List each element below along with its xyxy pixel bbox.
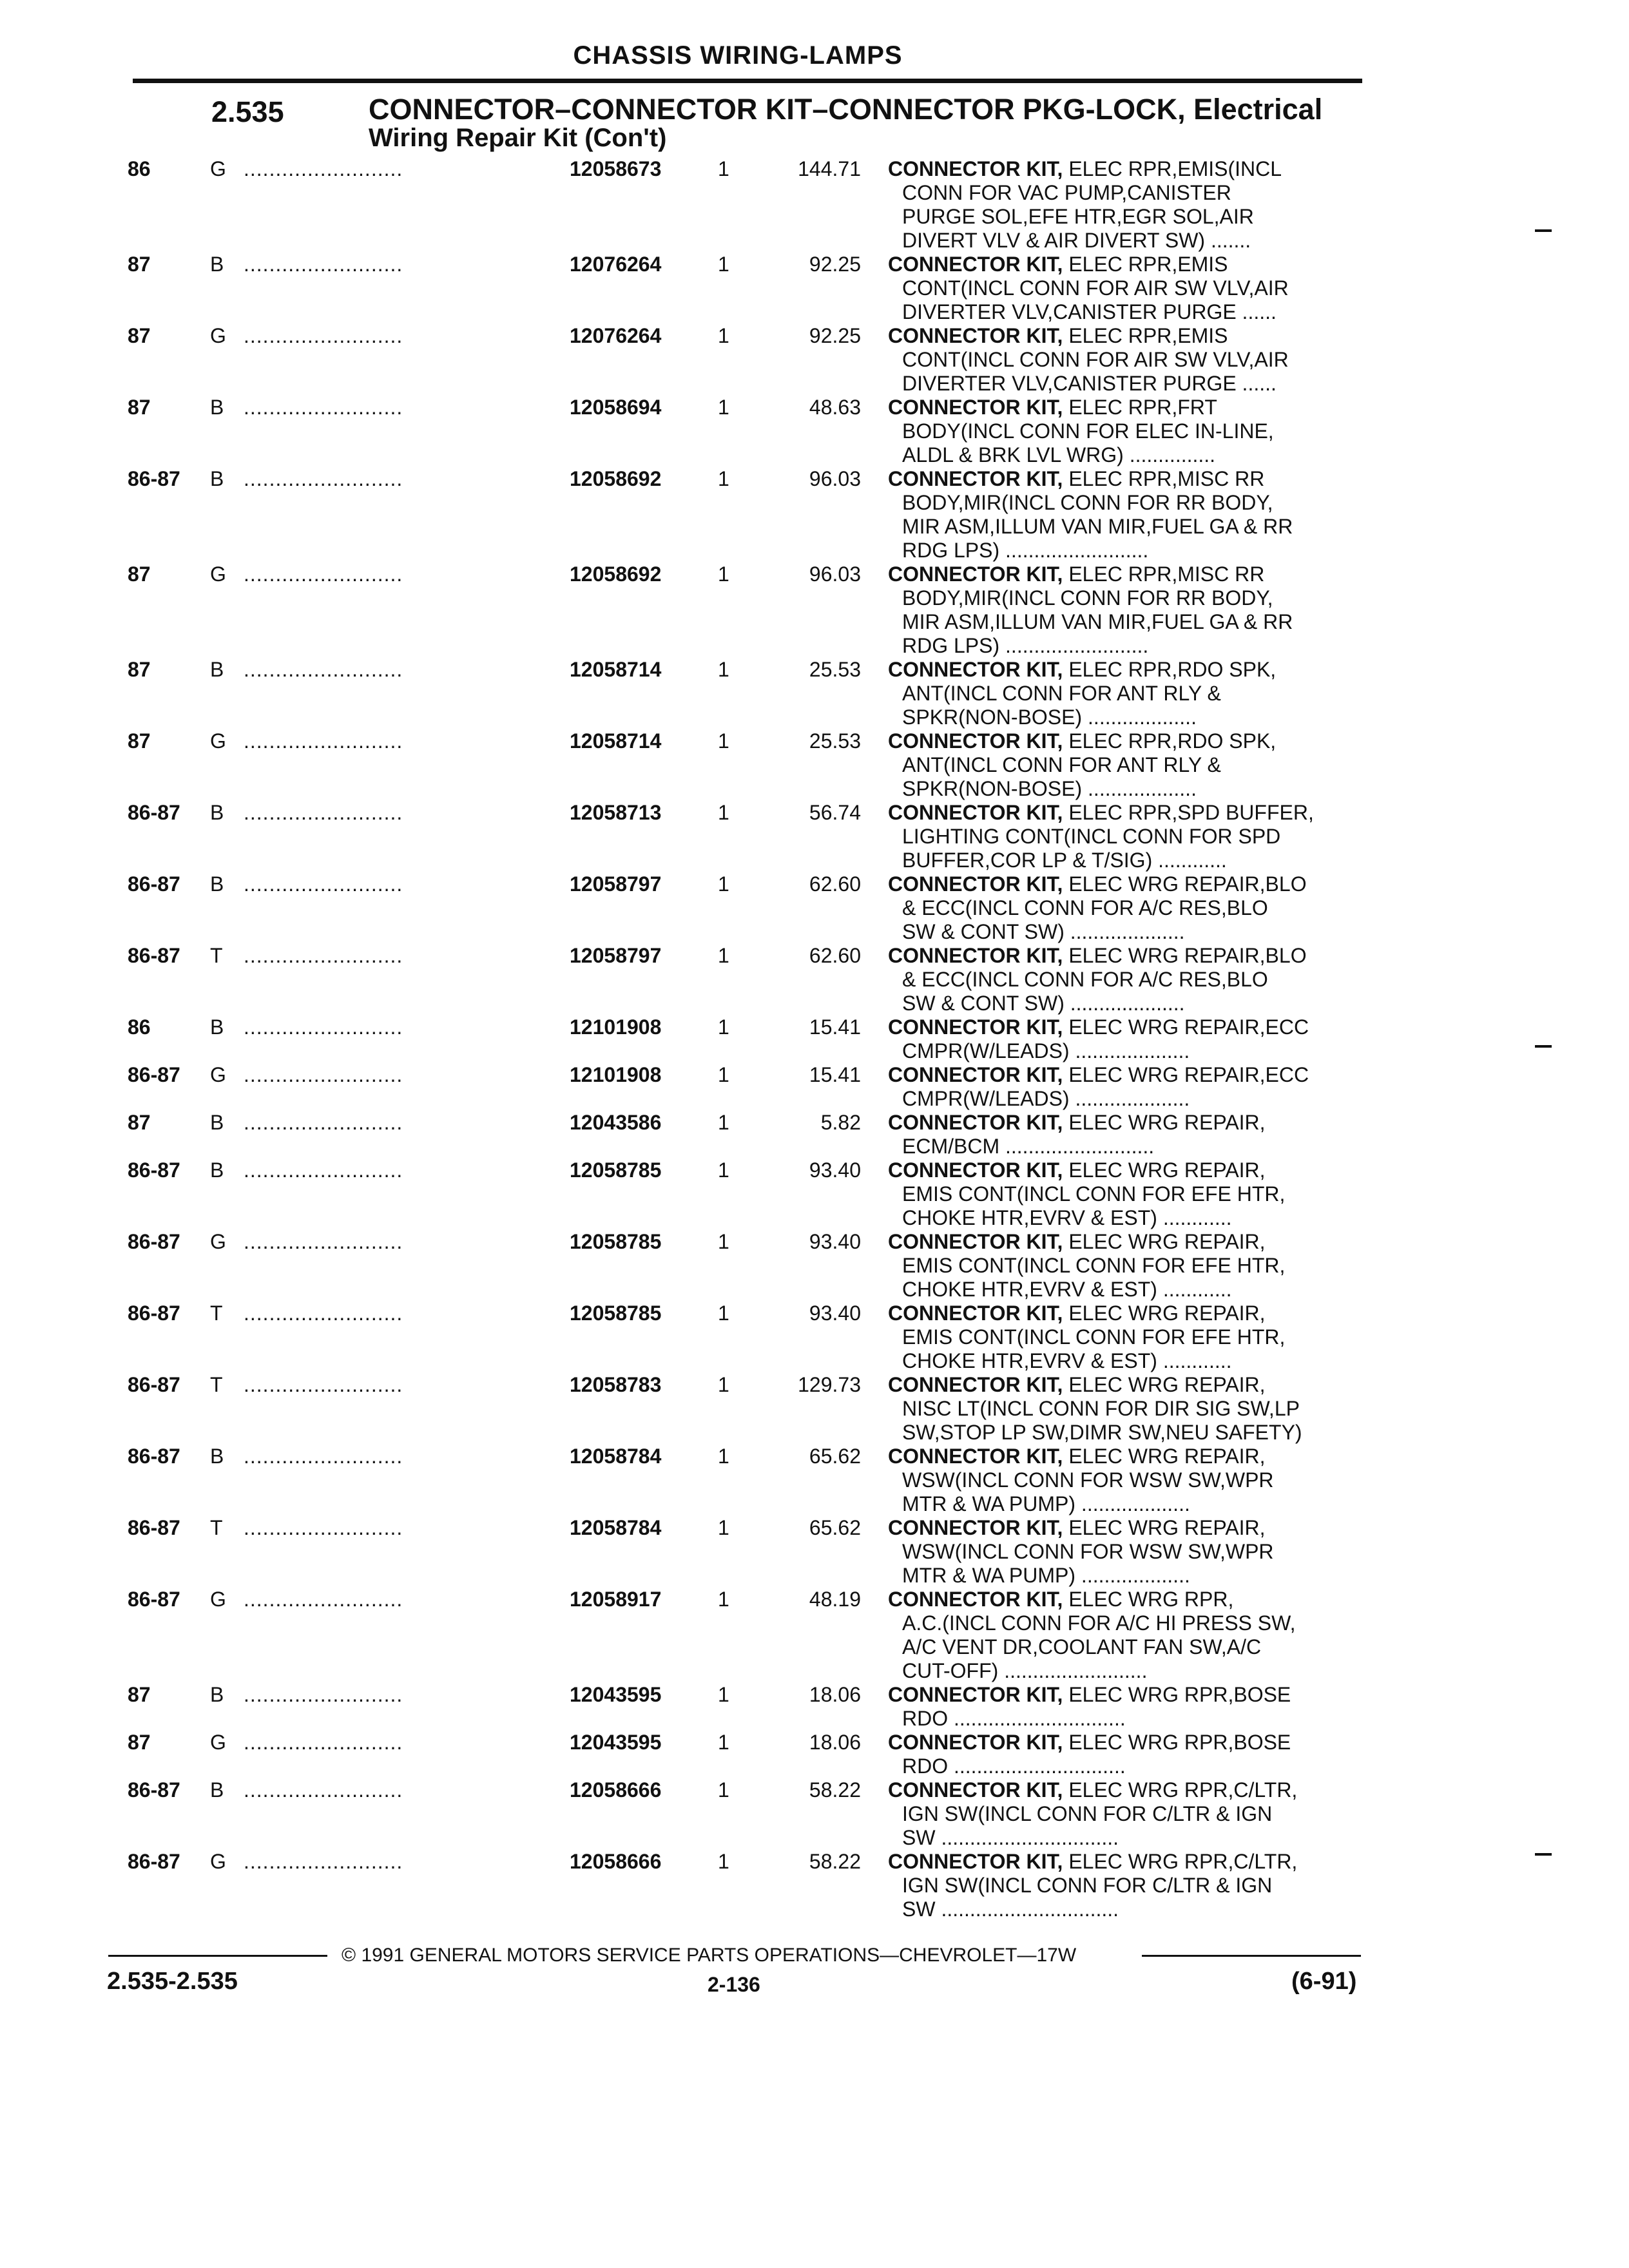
model-year: 86-87 xyxy=(128,1230,180,1253)
table-row xyxy=(0,1445,1629,1516)
description-continuation: LIGHTING CONT(INCL CONN FOR SPD xyxy=(902,825,1281,848)
quantity: 1 xyxy=(718,1063,729,1086)
footer-rule-right xyxy=(1142,1955,1361,1957)
price: 58.22 xyxy=(809,1850,861,1873)
series-code: B xyxy=(210,396,224,419)
leader-dots: ......................... xyxy=(244,253,403,276)
table-row xyxy=(0,396,1629,467)
table-row xyxy=(0,157,1629,253)
price: 92.25 xyxy=(809,324,861,347)
series-code: B xyxy=(210,1445,224,1468)
series-code: G xyxy=(210,1731,226,1754)
model-year: 86-87 xyxy=(128,801,180,824)
price: 56.74 xyxy=(809,801,861,824)
quantity: 1 xyxy=(718,1778,729,1802)
leader-dots: ......................... xyxy=(244,1588,403,1611)
description-continuation: RDO .............................. xyxy=(902,1754,1126,1778)
description-continuation: PURGE SOL,EFE HTR,EGR SOL,AIR xyxy=(902,205,1254,228)
part-number: 12058714 xyxy=(570,729,662,753)
quantity: 1 xyxy=(718,1230,729,1253)
description-continuation: RDG LPS) ......................... xyxy=(902,539,1149,562)
description-continuation: SPKR(NON-BOSE) ................... xyxy=(902,706,1197,729)
header-rule xyxy=(133,79,1362,83)
leader-dots: ......................... xyxy=(244,1230,403,1253)
quantity: 1 xyxy=(718,1158,729,1182)
model-year: 87 xyxy=(128,1683,151,1706)
description-continuation: SW & CONT SW) .................... xyxy=(902,992,1185,1015)
leader-dots: ......................... xyxy=(244,396,403,419)
price: 62.60 xyxy=(809,872,861,896)
description-name: CONNECTOR KIT, xyxy=(888,157,1063,180)
part-number: 12058692 xyxy=(570,562,662,586)
description: CONNECTOR KIT, ELEC WRG REPAIR,ECC xyxy=(888,1063,1309,1086)
table-row xyxy=(0,1373,1629,1445)
quantity: 1 xyxy=(718,157,729,180)
price: 96.03 xyxy=(809,467,861,490)
description-name: CONNECTOR KIT, xyxy=(888,1683,1063,1706)
price: 58.22 xyxy=(809,1778,861,1802)
description-name: CONNECTOR KIT, xyxy=(888,1111,1063,1134)
description-continuation: EMIS CONT(INCL CONN FOR EFE HTR, xyxy=(902,1325,1286,1349)
leader-dots: ......................... xyxy=(244,562,403,586)
description-continuation: CHOKE HTR,EVRV & EST) ............ xyxy=(902,1278,1232,1301)
description: CONNECTOR KIT, ELEC WRG REPAIR,BLO xyxy=(888,872,1307,896)
description: CONNECTOR KIT, ELEC RPR,EMIS xyxy=(888,253,1228,276)
series-code: G xyxy=(210,1588,226,1611)
table-row xyxy=(0,1850,1629,1921)
description: CONNECTOR KIT, ELEC RPR,MISC RR xyxy=(888,467,1265,490)
model-year: 86 xyxy=(128,157,151,180)
leader-dots: ......................... xyxy=(244,324,403,347)
part-number: 12101908 xyxy=(570,1063,662,1086)
description: CONNECTOR KIT, ELEC WRG REPAIR, xyxy=(888,1230,1266,1253)
part-number: 12058666 xyxy=(570,1850,662,1873)
model-year: 86-87 xyxy=(128,467,180,490)
table-row xyxy=(0,1230,1629,1302)
description-continuation: CONN FOR VAC PUMP,CANISTER xyxy=(902,181,1231,204)
description-continuation: DIVERTER VLV,CANISTER PURGE ...... xyxy=(902,372,1277,395)
description-continuation: BODY,MIR(INCL CONN FOR RR BODY, xyxy=(902,491,1273,514)
part-number: 12058713 xyxy=(570,801,662,824)
series-code: B xyxy=(210,467,224,490)
description-name: CONNECTOR KIT, xyxy=(888,658,1063,681)
description-name: CONNECTOR KIT, xyxy=(888,729,1063,753)
description-continuation: CHOKE HTR,EVRV & EST) ............ xyxy=(902,1349,1232,1372)
description-name: CONNECTOR KIT, xyxy=(888,396,1063,419)
part-number: 12058783 xyxy=(570,1373,662,1396)
quantity: 1 xyxy=(718,562,729,586)
leader-dots: ......................... xyxy=(244,944,403,967)
model-year: 87 xyxy=(128,253,151,276)
series-code: B xyxy=(210,801,224,824)
description: CONNECTOR KIT, ELEC WRG RPR,C/LTR, xyxy=(888,1778,1298,1802)
part-number: 12058784 xyxy=(570,1516,662,1539)
part-number: 12043586 xyxy=(570,1111,662,1134)
model-year: 86-87 xyxy=(128,1063,180,1086)
part-number: 12058714 xyxy=(570,658,662,681)
series-code: B xyxy=(210,872,224,896)
model-year: 87 xyxy=(128,658,151,681)
description-continuation: CUT-OFF) ......................... xyxy=(902,1659,1148,1682)
model-year: 87 xyxy=(128,1111,151,1134)
description-continuation: CMPR(W/LEADS) .................... xyxy=(902,1039,1190,1062)
series-code: B xyxy=(210,1683,224,1706)
section-number: 2.535 xyxy=(211,95,284,128)
table-row xyxy=(0,872,1629,944)
description-name: CONNECTOR KIT, xyxy=(888,1302,1063,1325)
quantity: 1 xyxy=(718,396,729,419)
part-number: 12058692 xyxy=(570,467,662,490)
description-continuation: CMPR(W/LEADS) .................... xyxy=(902,1087,1190,1110)
description: CONNECTOR KIT, ELEC RPR,RDO SPK, xyxy=(888,658,1277,681)
section-range: 2.535-2.535 xyxy=(107,1968,238,1995)
series-code: G xyxy=(210,729,226,753)
table-row xyxy=(0,467,1629,562)
part-number: 12058694 xyxy=(570,396,662,419)
description-continuation: WSW(INCL CONN FOR WSW SW,WPR xyxy=(902,1540,1274,1563)
part-number: 12058797 xyxy=(570,944,662,967)
revision-date: (6-91) xyxy=(1291,1968,1357,1995)
description: CONNECTOR KIT, ELEC WRG REPAIR, xyxy=(888,1111,1266,1134)
leader-dots: ......................... xyxy=(244,1778,403,1802)
description-continuation: NISC LT(INCL CONN FOR DIR SIG SW,LP xyxy=(902,1397,1300,1420)
table-row xyxy=(0,729,1629,801)
part-number: 12058784 xyxy=(570,1445,662,1468)
leader-dots: ......................... xyxy=(244,801,403,824)
price: 18.06 xyxy=(809,1731,861,1754)
part-number: 12101908 xyxy=(570,1015,662,1039)
leader-dots: ......................... xyxy=(244,1516,403,1539)
series-code: G xyxy=(210,1850,226,1873)
model-year: 86-87 xyxy=(128,944,180,967)
price: 25.53 xyxy=(809,658,861,681)
model-year: 86-87 xyxy=(128,1778,180,1802)
model-year: 87 xyxy=(128,1731,151,1754)
description-continuation: IGN SW(INCL CONN FOR C/LTR & IGN xyxy=(902,1802,1273,1825)
series-code: B xyxy=(210,1111,224,1134)
series-code: B xyxy=(210,1158,224,1182)
part-number: 12058785 xyxy=(570,1302,662,1325)
model-year: 86-87 xyxy=(128,1445,180,1468)
leader-dots: ......................... xyxy=(244,1111,403,1134)
description-continuation: BODY(INCL CONN FOR ELEC IN-LINE, xyxy=(902,419,1274,443)
leader-dots: ......................... xyxy=(244,1302,403,1325)
description-name: CONNECTOR KIT, xyxy=(888,801,1063,824)
description-continuation: SW ............................... xyxy=(902,1898,1119,1921)
model-year: 86-87 xyxy=(128,1850,180,1873)
leader-dots: ......................... xyxy=(244,467,403,490)
part-number: 12058785 xyxy=(570,1158,662,1182)
model-year: 86-87 xyxy=(128,1516,180,1539)
quantity: 1 xyxy=(718,944,729,967)
description-continuation: MTR & WA PUMP) ................... xyxy=(902,1492,1190,1515)
section-title-main: CONNECTOR–CONNECTOR KIT–CONNECTOR PKG-LOCK, Electrical xyxy=(369,93,1323,126)
quantity: 1 xyxy=(718,467,729,490)
quantity: 1 xyxy=(718,1683,729,1706)
description-continuation: CONT(INCL CONN FOR AIR SW VLV,AIR xyxy=(902,276,1289,300)
page-number: 2-136 xyxy=(708,1973,760,1996)
price: 65.62 xyxy=(809,1445,861,1468)
table-row xyxy=(0,1588,1629,1683)
part-number: 12058917 xyxy=(570,1588,662,1611)
table-row xyxy=(0,1063,1629,1111)
description-name: CONNECTOR KIT, xyxy=(888,1158,1063,1182)
description-continuation: ALDL & BRK LVL WRG) ............... xyxy=(902,443,1216,466)
table-row xyxy=(0,801,1629,872)
description-continuation: CHOKE HTR,EVRV & EST) ............ xyxy=(902,1206,1232,1229)
description: CONNECTOR KIT, ELEC WRG RPR,BOSE xyxy=(888,1731,1291,1754)
description-continuation: SW & CONT SW) .................... xyxy=(902,920,1185,943)
table-row xyxy=(0,1683,1629,1731)
margin-mark xyxy=(1535,229,1552,232)
quantity: 1 xyxy=(718,1302,729,1325)
section-title xyxy=(369,95,1322,152)
description-continuation: WSW(INCL CONN FOR WSW SW,WPR xyxy=(902,1468,1274,1492)
quantity: 1 xyxy=(718,1111,729,1134)
price: 129.73 xyxy=(798,1373,861,1396)
description-continuation: A.C.(INCL CONN FOR A/C HI PRESS SW, xyxy=(902,1611,1296,1635)
description-continuation: MTR & WA PUMP) ................... xyxy=(902,1564,1190,1587)
quantity: 1 xyxy=(718,801,729,824)
series-code: T xyxy=(210,1373,223,1396)
price: 25.53 xyxy=(809,729,861,753)
description-continuation: BODY,MIR(INCL CONN FOR RR BODY, xyxy=(902,586,1273,610)
price: 48.63 xyxy=(809,396,861,419)
description-name: CONNECTOR KIT, xyxy=(888,1516,1063,1539)
description-continuation: & ECC(INCL CONN FOR A/C RES,BLO xyxy=(902,968,1268,991)
table-row xyxy=(0,1302,1629,1373)
series-code: T xyxy=(210,1302,223,1325)
part-number: 12043595 xyxy=(570,1731,662,1754)
description: CONNECTOR KIT, ELEC WRG REPAIR, xyxy=(888,1302,1266,1325)
description-continuation: ANT(INCL CONN FOR ANT RLY & xyxy=(902,682,1221,705)
description-continuation: BUFFER,COR LP & T/SIG) ............ xyxy=(902,849,1227,872)
description: CONNECTOR KIT, ELEC RPR,EMIS(INCL xyxy=(888,157,1282,180)
part-number: 12076264 xyxy=(570,253,662,276)
part-number: 12058785 xyxy=(570,1230,662,1253)
part-number: 12058673 xyxy=(570,157,662,180)
quantity: 1 xyxy=(718,658,729,681)
description-continuation: SW ............................... xyxy=(902,1826,1119,1849)
table-row xyxy=(0,1111,1629,1158)
description-continuation: SPKR(NON-BOSE) ................... xyxy=(902,777,1197,800)
leader-dots: ......................... xyxy=(244,1158,403,1182)
description: CONNECTOR KIT, ELEC RPR,MISC RR xyxy=(888,562,1265,586)
table-row xyxy=(0,658,1629,729)
description-continuation: EMIS CONT(INCL CONN FOR EFE HTR, xyxy=(902,1182,1286,1206)
part-number: 12043595 xyxy=(570,1683,662,1706)
description-name: CONNECTOR KIT, xyxy=(888,1850,1063,1873)
quantity: 1 xyxy=(718,1850,729,1873)
description-continuation: A/C VENT DR,COOLANT FAN SW,A/C xyxy=(902,1635,1262,1658)
leader-dots: ......................... xyxy=(244,1850,403,1873)
description: CONNECTOR KIT, ELEC WRG RPR,C/LTR, xyxy=(888,1850,1298,1873)
table-row xyxy=(0,1516,1629,1588)
description-name: CONNECTOR KIT, xyxy=(888,944,1063,967)
description-continuation: RDG LPS) ......................... xyxy=(902,634,1149,657)
leader-dots: ......................... xyxy=(244,1683,403,1706)
description: CONNECTOR KIT, ELEC WRG REPAIR, xyxy=(888,1373,1266,1396)
copyright-notice: © 1991 GENERAL MOTORS SERVICE PARTS OPERATIONS—CHEVROLET—17W xyxy=(342,1945,1077,1966)
description-continuation: ECM/BCM .......................... xyxy=(902,1135,1155,1158)
quantity: 1 xyxy=(718,1516,729,1539)
quantity: 1 xyxy=(718,1373,729,1396)
price: 15.41 xyxy=(809,1015,861,1039)
description-continuation: MIR ASM,ILLUM VAN MIR,FUEL GA & RR xyxy=(902,610,1293,633)
description-name: CONNECTOR KIT, xyxy=(888,872,1063,896)
model-year: 86-87 xyxy=(128,872,180,896)
leader-dots: ......................... xyxy=(244,1445,403,1468)
margin-mark xyxy=(1535,1045,1552,1048)
description-name: CONNECTOR KIT, xyxy=(888,467,1063,490)
description: CONNECTOR KIT, ELEC WRG RPR, xyxy=(888,1588,1234,1611)
description: CONNECTOR KIT, ELEC WRG REPAIR, xyxy=(888,1516,1266,1539)
leader-dots: ......................... xyxy=(244,1373,403,1396)
series-code: T xyxy=(210,1516,223,1539)
series-code: T xyxy=(210,944,223,967)
model-year: 87 xyxy=(128,729,151,753)
series-code: G xyxy=(210,157,226,180)
description-name: CONNECTOR KIT, xyxy=(888,1778,1063,1802)
price: 93.40 xyxy=(809,1158,861,1182)
description-name: CONNECTOR KIT, xyxy=(888,562,1063,586)
price: 62.60 xyxy=(809,944,861,967)
description-name: CONNECTOR KIT, xyxy=(888,1588,1063,1611)
quantity: 1 xyxy=(718,1588,729,1611)
quantity: 1 xyxy=(718,324,729,347)
quantity: 1 xyxy=(718,729,729,753)
model-year: 86-87 xyxy=(128,1302,180,1325)
footer-rule-left xyxy=(108,1955,327,1957)
model-year: 87 xyxy=(128,396,151,419)
price: 15.41 xyxy=(809,1063,861,1086)
price: 96.03 xyxy=(809,562,861,586)
description-continuation: DIVERTER VLV,CANISTER PURGE ...... xyxy=(902,300,1277,323)
leader-dots: ......................... xyxy=(244,658,403,681)
leader-dots: ......................... xyxy=(244,1063,403,1086)
description-continuation: IGN SW(INCL CONN FOR C/LTR & IGN xyxy=(902,1874,1273,1897)
leader-dots: ......................... xyxy=(244,157,403,180)
description-continuation: CONT(INCL CONN FOR AIR SW VLV,AIR xyxy=(902,348,1289,371)
description-continuation: SW,STOP LP SW,DIMR SW,NEU SAFETY) xyxy=(902,1421,1302,1444)
part-number: 12058797 xyxy=(570,872,662,896)
series-code: G xyxy=(210,1230,226,1253)
price: 65.62 xyxy=(809,1516,861,1539)
description-continuation: RDO .............................. xyxy=(902,1707,1126,1730)
price: 18.06 xyxy=(809,1683,861,1706)
description-name: CONNECTOR KIT, xyxy=(888,253,1063,276)
model-year: 86-87 xyxy=(128,1373,180,1396)
part-number: 12058666 xyxy=(570,1778,662,1802)
table-row xyxy=(0,253,1629,324)
description-name: CONNECTOR KIT, xyxy=(888,1063,1063,1086)
price: 92.25 xyxy=(809,253,861,276)
description-name: CONNECTOR KIT, xyxy=(888,1015,1063,1039)
quantity: 1 xyxy=(718,872,729,896)
description-continuation: DIVERT VLV & AIR DIVERT SW) ....... xyxy=(902,229,1251,252)
price: 144.71 xyxy=(798,157,861,180)
description: CONNECTOR KIT, ELEC RPR,FRT xyxy=(888,396,1217,419)
page-header-title: CHASSIS WIRING-LAMPS xyxy=(573,41,903,70)
description: CONNECTOR KIT, ELEC RPR,RDO SPK, xyxy=(888,729,1277,753)
description: CONNECTOR KIT, ELEC WRG REPAIR,BLO xyxy=(888,944,1307,967)
quantity: 1 xyxy=(718,1015,729,1039)
table-row xyxy=(0,1015,1629,1063)
model-year: 86-87 xyxy=(128,1588,180,1611)
description-continuation: & ECC(INCL CONN FOR A/C RES,BLO xyxy=(902,896,1268,919)
table-row xyxy=(0,1731,1629,1778)
table-row xyxy=(0,1158,1629,1230)
price: 93.40 xyxy=(809,1302,861,1325)
table-row xyxy=(0,324,1629,396)
leader-dots: ......................... xyxy=(244,1731,403,1754)
part-number: 12076264 xyxy=(570,324,662,347)
model-year: 86 xyxy=(128,1015,151,1039)
margin-mark xyxy=(1535,1853,1552,1856)
price: 5.82 xyxy=(820,1111,861,1134)
price: 48.19 xyxy=(809,1588,861,1611)
description-name: CONNECTOR KIT, xyxy=(888,1373,1063,1396)
table-row xyxy=(0,1778,1629,1850)
description-name: CONNECTOR KIT, xyxy=(888,324,1063,347)
quantity: 1 xyxy=(718,1731,729,1754)
series-code: B xyxy=(210,253,224,276)
leader-dots: ......................... xyxy=(244,729,403,753)
series-code: B xyxy=(210,1015,224,1039)
description-continuation: MIR ASM,ILLUM VAN MIR,FUEL GA & RR xyxy=(902,515,1293,538)
quantity: 1 xyxy=(718,253,729,276)
table-row xyxy=(0,944,1629,1015)
leader-dots: ......................... xyxy=(244,1015,403,1039)
description: CONNECTOR KIT, ELEC RPR,EMIS xyxy=(888,324,1228,347)
price: 93.40 xyxy=(809,1230,861,1253)
section-subtitle: Wiring Repair Kit (Con't) xyxy=(369,124,667,152)
table-row xyxy=(0,562,1629,658)
leader-dots: ......................... xyxy=(244,872,403,896)
model-year: 86-87 xyxy=(128,1158,180,1182)
description-name: CONNECTOR KIT, xyxy=(888,1445,1063,1468)
series-code: B xyxy=(210,658,224,681)
series-code: G xyxy=(210,324,226,347)
quantity: 1 xyxy=(718,1445,729,1468)
model-year: 87 xyxy=(128,324,151,347)
description: CONNECTOR KIT, ELEC RPR,SPD BUFFER, xyxy=(888,801,1314,824)
description: CONNECTOR KIT, ELEC WRG RPR,BOSE xyxy=(888,1683,1291,1706)
description: CONNECTOR KIT, ELEC WRG REPAIR, xyxy=(888,1445,1266,1468)
description-name: CONNECTOR KIT, xyxy=(888,1731,1063,1754)
series-code: B xyxy=(210,1778,224,1802)
description-continuation: EMIS CONT(INCL CONN FOR EFE HTR, xyxy=(902,1254,1286,1277)
series-code: G xyxy=(210,562,226,586)
model-year: 87 xyxy=(128,562,151,586)
series-code: G xyxy=(210,1063,226,1086)
description-continuation: ANT(INCL CONN FOR ANT RLY & xyxy=(902,753,1221,776)
description-name: CONNECTOR KIT, xyxy=(888,1230,1063,1253)
description: CONNECTOR KIT, ELEC WRG REPAIR,ECC xyxy=(888,1015,1309,1039)
description: CONNECTOR KIT, ELEC WRG REPAIR, xyxy=(888,1158,1266,1182)
